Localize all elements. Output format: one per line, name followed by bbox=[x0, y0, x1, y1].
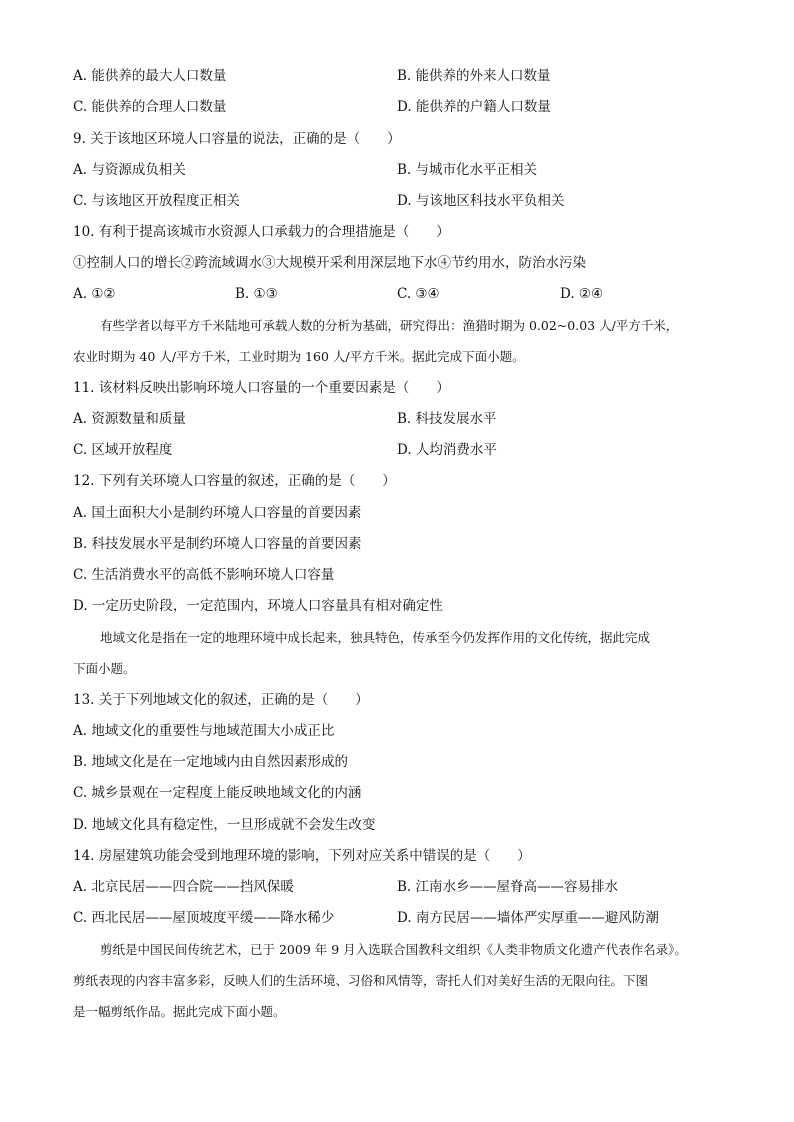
q14-option-d: D. 南方民居——墙体严实厚重——避风防潮 bbox=[397, 910, 659, 926]
q11-option-b: B. 科技发展水平 bbox=[397, 411, 497, 427]
q12-option-b: B. 科技发展水平是制约环境人口容量的首要因素 bbox=[73, 536, 362, 552]
q9-option-d: D. 与该地区科技水平负相关 bbox=[397, 193, 565, 209]
q12-option-a: A. 国土面积大小是制约环境人口容量的首要因素 bbox=[73, 505, 362, 521]
passage1-line1: 有些学者以每平方千米陆地可承载人数的分析为基础，研究得出：渔猎时期为 0.02~0.03 人/平方千米， bbox=[100, 318, 679, 333]
q13-option-d: D. 地域文化具有稳定性，一旦形成就不会发生改变 bbox=[73, 817, 376, 833]
q12-option-c: C. 生活消费水平的高低不影响环境人口容量 bbox=[73, 567, 335, 583]
q13-option-b: B. 地域文化是在一定地域内由自然因素形成的 bbox=[73, 754, 349, 770]
q11-option-c: C. 区域开放程度 bbox=[73, 442, 173, 458]
q13-option-c: C. 城乡景观在一定程度上能反映地域文化的内涵 bbox=[73, 785, 362, 801]
q11-option-a: A. 资源数量和质量 bbox=[73, 411, 186, 427]
passage2-line1: 地域文化是指在一定的地理环境中成长起来，独具特色，传承至今仍发挥作用的文化传统，据此完成 bbox=[100, 630, 651, 645]
passage2-line2: 下面小题。 bbox=[73, 661, 136, 676]
passage3-line1: 剪纸是中国民间传统艺术，已于 2009 年 9 月入选联合国教科文组织《人类非物质文化遗产代表作名录》。 bbox=[100, 942, 687, 957]
q12-option-d: D. 一定历史阶段，一定范围内，环境人口容量具有相对确定性 bbox=[73, 598, 443, 614]
q10-option-a: A. ①② bbox=[73, 286, 116, 302]
q10-stem: 10. 有利于提高该城市水资源人口承载力的合理措施是（ ） bbox=[73, 224, 450, 240]
q11-option-d: D. 人均消费水平 bbox=[397, 442, 497, 458]
q9-option-b: B. 与城市化水平正相关 bbox=[397, 162, 538, 178]
q14-stem: 14. 房屋建筑功能会受到地理环境的影响，下列对应关系中错误的是（ ） bbox=[73, 848, 531, 864]
q8-option-d: D. 能供养的户籍人口数量 bbox=[397, 99, 551, 115]
q9-option-c: C. 与该地区开放程度正相关 bbox=[73, 193, 240, 209]
q11-stem: 11. 该材料反映出影响环境人口容量的一个重要因素是（ ） bbox=[73, 380, 450, 396]
passage3-line2: 剪纸表现的内容丰富多彩，反映人们的生活环境、习俗和风情等，寄托人们对美好生活的无限向往。下图 bbox=[73, 973, 649, 988]
q14-option-b: B. 江南水乡——屋脊高——容易排水 bbox=[397, 879, 619, 895]
q14-option-c: C. 西北民居——屋顶坡度平缓——降水稀少 bbox=[73, 910, 335, 926]
q10-option-c: C. ③④ bbox=[397, 286, 440, 302]
passage1-line2: 农业时期为 40 人/平方千米，工业时期为 160 人/平方千米。据此完成下面小题。 bbox=[73, 349, 525, 364]
q8-option-b: B. 能供养的外来人口数量 bbox=[397, 68, 551, 84]
q10-measures: ①控制人口的增长②跨流域调水③大规模开采利用深层地下水④节约用水，防治水污染 bbox=[73, 255, 586, 271]
q13-option-a: A. 地域文化的重要性与地域范围大小成正比 bbox=[73, 723, 335, 739]
q8-option-a: A. 能供养的最大人口数量 bbox=[73, 68, 227, 84]
q9-stem: 9. 关于该地区环境人口容量的说法，正确的是（ ） bbox=[73, 131, 401, 147]
q14-option-a: A. 北京民居——四合院——挡风保暖 bbox=[73, 879, 294, 895]
q10-option-d: D. ②④ bbox=[560, 286, 604, 302]
q9-option-a: A. 与资源成负相关 bbox=[73, 162, 186, 178]
q13-stem: 13. 关于下列地域文化的叙述，正确的是（ ） bbox=[73, 692, 369, 708]
q10-option-b: B. ①③ bbox=[235, 286, 278, 302]
q8-option-c: C. 能供养的合理人口数量 bbox=[73, 99, 227, 115]
passage3-line3: 是一幅剪纸作品。据此完成下面小题。 bbox=[73, 1004, 286, 1019]
q12-stem: 12. 下列有关环境人口容量的叙述，正确的是（ ） bbox=[73, 473, 396, 489]
